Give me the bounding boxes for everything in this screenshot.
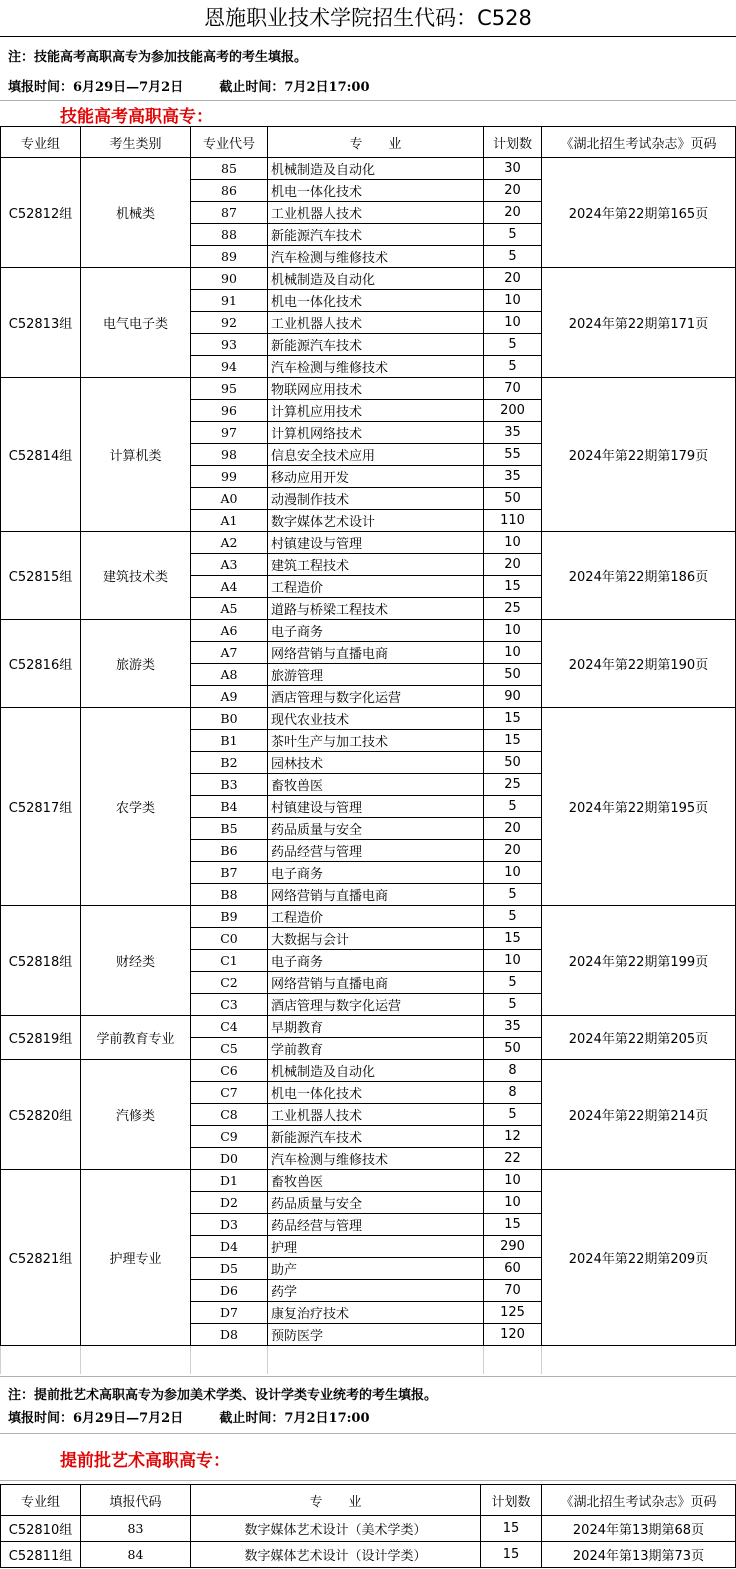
major-name-cell: 药品经营与管理 [268, 840, 484, 862]
major-code-cell: B3 [191, 774, 268, 796]
group-code-cell: C52821组 [1, 1170, 81, 1346]
major-name-cell: 早期教育 [268, 1016, 484, 1038]
plan-count-cell: 10 [484, 290, 542, 312]
major-name-cell: 计算机应用技术 [268, 400, 484, 422]
table-row [1, 1170, 736, 1192]
major-code-cell: B6 [191, 840, 268, 862]
plan-count-cell: 10 [484, 620, 542, 642]
plan-count-cell: 10 [484, 950, 542, 972]
group-code-cell: C52810组 [1, 1516, 81, 1542]
major-code-cell: D7 [191, 1302, 268, 1324]
plan-count-cell: 5 [484, 994, 542, 1016]
major-code-cell: 97 [191, 422, 268, 444]
divider [0, 1433, 736, 1434]
major-name-cell: 工业机器人技术 [268, 312, 484, 334]
major-code-cell: 98 [191, 444, 268, 466]
major-code-cell: C6 [191, 1060, 268, 1082]
column-header: 专 业 [191, 1485, 481, 1516]
group-code-cell: C52819组 [1, 1016, 81, 1060]
page-title: 恩施职业技术学院招生代码：C528 [0, 0, 736, 37]
blank-cell [484, 1346, 542, 1375]
major-name-cell: 物联网应用技术 [268, 378, 484, 400]
section-title-art-exam: 提前批艺术高职高专： [60, 1451, 230, 1471]
plan-count-cell: 70 [484, 378, 542, 400]
major-name-cell: 大数据与会计 [268, 928, 484, 950]
major-name-cell: 康复治疗技术 [268, 1302, 484, 1324]
major-code-cell: A2 [191, 532, 268, 554]
plan-count-cell: 50 [484, 664, 542, 686]
major-name-cell: 机电一体化技术 [268, 180, 484, 202]
major-code-cell: A1 [191, 510, 268, 532]
category-cell: 农学类 [81, 708, 191, 906]
major-name-cell: 数字媒体艺术设计（设计学类） [191, 1542, 481, 1568]
major-code-cell: 93 [191, 334, 268, 356]
plan-count-cell: 10 [484, 642, 542, 664]
blank-cell [1, 1346, 81, 1375]
plan-count-cell: 30 [484, 158, 542, 180]
plan-count-cell: 90 [484, 686, 542, 708]
plan-count-cell: 15 [484, 730, 542, 752]
major-name-cell: 机电一体化技术 [268, 290, 484, 312]
major-code-cell: B4 [191, 796, 268, 818]
major-code-cell: D0 [191, 1148, 268, 1170]
plan-count-cell: 35 [484, 466, 542, 488]
major-name-cell: 网络营销与直播电商 [268, 972, 484, 994]
plan-count-cell: 5 [484, 334, 542, 356]
major-name-cell: 网络营销与直播电商 [268, 642, 484, 664]
plan-count-cell: 15 [484, 576, 542, 598]
plan-count-cell: 110 [484, 510, 542, 532]
major-name-cell: 茶叶生产与加工技术 [268, 730, 484, 752]
major-name-cell: 旅游管理 [268, 664, 484, 686]
major-name-cell: 工程造价 [268, 906, 484, 928]
major-code-cell: A3 [191, 554, 268, 576]
magazine-page-cell: 2024年第22期第190页 [542, 620, 736, 708]
major-name-cell: 汽车检测与维修技术 [268, 356, 484, 378]
plan-count-cell: 15 [484, 928, 542, 950]
category-cell: 电气电子类 [81, 268, 191, 378]
column-header: 计划数 [481, 1485, 542, 1516]
major-code-cell: B1 [191, 730, 268, 752]
major-name-cell: 计算机网络技术 [268, 422, 484, 444]
major-code-cell: B9 [191, 906, 268, 928]
major-code-cell: 94 [191, 356, 268, 378]
plan-count-cell: 5 [484, 796, 542, 818]
major-code-cell: C5 [191, 1038, 268, 1060]
plan-count-cell: 5 [484, 246, 542, 268]
group-code-cell: C52818组 [1, 906, 81, 1016]
major-name-cell: 电子商务 [268, 950, 484, 972]
magazine-page-cell: 2024年第22期第171页 [542, 268, 736, 378]
plan-count-cell: 5 [484, 224, 542, 246]
major-code-cell: A9 [191, 686, 268, 708]
major-name-cell: 数字媒体艺术设计 [268, 510, 484, 532]
divider [0, 1376, 736, 1377]
table-row [1, 1542, 736, 1568]
magazine-page-cell: 2024年第22期第186页 [542, 532, 736, 620]
major-code-cell: D8 [191, 1324, 268, 1346]
category-cell: 计算机类 [81, 378, 191, 532]
major-name-cell: 网络营销与直播电商 [268, 884, 484, 906]
plan-count-cell: 10 [484, 532, 542, 554]
major-code-cell: 95 [191, 378, 268, 400]
magazine-page-cell: 2024年第22期第205页 [542, 1016, 736, 1060]
major-name-cell: 机械制造及自动化 [268, 1060, 484, 1082]
plan-count-cell: 50 [484, 1038, 542, 1060]
major-code-cell: C8 [191, 1104, 268, 1126]
major-name-cell: 助产 [268, 1258, 484, 1280]
table-row [1, 620, 736, 642]
plan-count-cell: 25 [484, 598, 542, 620]
major-code-cell: 89 [191, 246, 268, 268]
major-code-cell: 99 [191, 466, 268, 488]
major-code-cell: 88 [191, 224, 268, 246]
major-code-cell: C1 [191, 950, 268, 972]
plan-count-cell: 10 [484, 862, 542, 884]
plan-count-cell: 5 [484, 1104, 542, 1126]
blank-row [1, 1346, 736, 1375]
magazine-page-cell: 2024年第22期第199页 [542, 906, 736, 1016]
major-code-cell: D4 [191, 1236, 268, 1258]
major-code-cell: D6 [191, 1280, 268, 1302]
major-code-cell: C3 [191, 994, 268, 1016]
major-name-cell: 畜牧兽医 [268, 774, 484, 796]
major-name-cell: 畜牧兽医 [268, 1170, 484, 1192]
plan-count-cell: 35 [484, 422, 542, 444]
major-name-cell: 机械制造及自动化 [268, 158, 484, 180]
column-header: 考生类别 [81, 127, 191, 158]
schedule-art-exam: 填报时间：6月29日—7月2日 截止时间：7月2日17:00 [8, 1411, 370, 1426]
major-name-cell: 机械制造及自动化 [268, 268, 484, 290]
major-code-cell: B0 [191, 708, 268, 730]
major-name-cell: 汽车检测与维修技术 [268, 1148, 484, 1170]
plan-count-cell: 120 [484, 1324, 542, 1346]
plan-count-cell: 20 [484, 180, 542, 202]
category-cell: 护理专业 [81, 1170, 191, 1346]
major-name-cell: 工业机器人技术 [268, 202, 484, 224]
major-code-cell: C4 [191, 1016, 268, 1038]
table-row [1, 906, 736, 928]
major-code-cell: C7 [191, 1082, 268, 1104]
table-header [1, 1485, 736, 1516]
major-name-cell: 工业机器人技术 [268, 1104, 484, 1126]
major-code-cell: C2 [191, 972, 268, 994]
major-name-cell: 护理 [268, 1236, 484, 1258]
section-title-skill-exam: 技能高考高职高专： [60, 107, 213, 127]
plan-count-cell: 15 [481, 1516, 542, 1542]
major-code-cell: D5 [191, 1258, 268, 1280]
table-row [1, 1060, 736, 1082]
fill-code-cell: 84 [81, 1542, 191, 1568]
plan-count-cell: 5 [484, 906, 542, 928]
major-name-cell: 新能源汽车技术 [268, 1126, 484, 1148]
group-code-cell: C52815组 [1, 532, 81, 620]
major-name-cell: 电子商务 [268, 620, 484, 642]
major-code-cell: A8 [191, 664, 268, 686]
major-code-cell: B8 [191, 884, 268, 906]
plan-count-cell: 50 [484, 488, 542, 510]
category-cell: 机械类 [81, 158, 191, 268]
major-name-cell: 药学 [268, 1280, 484, 1302]
column-header: 《湖北招生考试杂志》页码 [542, 127, 736, 158]
major-name-cell: 电子商务 [268, 862, 484, 884]
group-code-cell: C52816组 [1, 620, 81, 708]
table-row [1, 158, 736, 180]
plan-count-cell: 12 [484, 1126, 542, 1148]
major-name-cell: 园林技术 [268, 752, 484, 774]
plan-count-cell: 20 [484, 818, 542, 840]
plan-count-cell: 10 [484, 1170, 542, 1192]
plan-count-cell: 125 [484, 1302, 542, 1324]
plan-count-cell: 15 [484, 1214, 542, 1236]
table-row [1, 532, 736, 554]
column-header: 专业组 [1, 127, 81, 158]
category-cell: 学前教育专业 [81, 1016, 191, 1060]
major-name-cell: 道路与桥梁工程技术 [268, 598, 484, 620]
plan-count-cell: 15 [484, 708, 542, 730]
major-name-cell: 酒店管理与数字化运营 [268, 994, 484, 1016]
magazine-page-cell: 2024年第22期第195页 [542, 708, 736, 906]
major-code-cell: B2 [191, 752, 268, 774]
major-name-cell: 数字媒体艺术设计（美术学类） [191, 1516, 481, 1542]
major-name-cell: 现代农业技术 [268, 708, 484, 730]
magazine-page-cell: 2024年第22期第165页 [542, 158, 736, 268]
plan-count-cell: 20 [484, 268, 542, 290]
major-code-cell: A7 [191, 642, 268, 664]
table-row [1, 1016, 736, 1038]
major-name-cell: 动漫制作技术 [268, 488, 484, 510]
plan-count-cell: 35 [484, 1016, 542, 1038]
plan-count-cell: 15 [481, 1542, 542, 1568]
group-code-cell: C52812组 [1, 158, 81, 268]
table-row [1, 378, 736, 400]
major-code-cell: D2 [191, 1192, 268, 1214]
group-code-cell: C52820组 [1, 1060, 81, 1170]
divider [0, 100, 736, 101]
table-row [1, 708, 736, 730]
major-name-cell: 药品质量与安全 [268, 1192, 484, 1214]
major-code-cell: B7 [191, 862, 268, 884]
major-name-cell: 预防医学 [268, 1324, 484, 1346]
plan-count-cell: 5 [484, 884, 542, 906]
major-code-cell: A4 [191, 576, 268, 598]
major-name-cell: 新能源汽车技术 [268, 334, 484, 356]
column-header: 计划数 [484, 127, 542, 158]
category-cell: 财经类 [81, 906, 191, 1016]
major-name-cell: 药品经营与管理 [268, 1214, 484, 1236]
major-code-cell: A0 [191, 488, 268, 510]
major-code-cell: 90 [191, 268, 268, 290]
major-name-cell: 新能源汽车技术 [268, 224, 484, 246]
plan-count-cell: 70 [484, 1280, 542, 1302]
column-header: 专 业 [268, 127, 484, 158]
blank-cell [191, 1346, 268, 1375]
major-name-cell: 村镇建设与管理 [268, 532, 484, 554]
major-code-cell: B5 [191, 818, 268, 840]
magazine-page-cell: 2024年第22期第179页 [542, 378, 736, 532]
table-row [1, 268, 736, 290]
column-header: 《湖北招生考试杂志》页码 [542, 1485, 736, 1516]
major-code-cell: D3 [191, 1214, 268, 1236]
major-name-cell: 汽车检测与维修技术 [268, 246, 484, 268]
admission-table-skill-exam [0, 126, 736, 1374]
blank-cell [268, 1346, 484, 1375]
major-code-cell: 86 [191, 180, 268, 202]
category-cell: 建筑技术类 [81, 532, 191, 620]
major-name-cell: 村镇建设与管理 [268, 796, 484, 818]
major-code-cell: 85 [191, 158, 268, 180]
plan-count-cell: 5 [484, 972, 542, 994]
plan-count-cell: 50 [484, 752, 542, 774]
schedule-skill-exam: 填报时间：6月29日—7月2日 截止时间：7月2日17:00 [8, 80, 370, 95]
group-code-cell: C52817组 [1, 708, 81, 906]
major-code-cell: D1 [191, 1170, 268, 1192]
note-skill-exam: 注：技能高考高职高专为参加技能高考的考生填报。 [8, 50, 308, 65]
plan-count-cell: 8 [484, 1082, 542, 1104]
major-code-cell: C9 [191, 1126, 268, 1148]
table-header [1, 127, 736, 158]
major-code-cell: 96 [191, 400, 268, 422]
fill-code-cell: 83 [81, 1516, 191, 1542]
magazine-page-cell: 2024年第13期第68页 [542, 1516, 736, 1542]
plan-count-cell: 20 [484, 202, 542, 224]
major-name-cell: 建筑工程技术 [268, 554, 484, 576]
major-code-cell: A5 [191, 598, 268, 620]
magazine-page-cell: 2024年第22期第214页 [542, 1060, 736, 1170]
magazine-page-cell: 2024年第13期第73页 [542, 1542, 736, 1568]
group-code-cell: C52813组 [1, 268, 81, 378]
blank-cell [542, 1346, 736, 1375]
plan-count-cell: 10 [484, 1192, 542, 1214]
plan-count-cell: 20 [484, 554, 542, 576]
plan-count-cell: 8 [484, 1060, 542, 1082]
major-name-cell: 信息安全技术应用 [268, 444, 484, 466]
plan-count-cell: 60 [484, 1258, 542, 1280]
plan-count-cell: 25 [484, 774, 542, 796]
column-header: 专业组 [1, 1485, 81, 1516]
major-code-cell: 92 [191, 312, 268, 334]
major-code-cell: 91 [191, 290, 268, 312]
category-cell: 汽修类 [81, 1060, 191, 1170]
major-name-cell: 工程造价 [268, 576, 484, 598]
plan-count-cell: 290 [484, 1236, 542, 1258]
magazine-page-cell: 2024年第22期第209页 [542, 1170, 736, 1346]
column-header: 填报代码 [81, 1485, 191, 1516]
plan-count-cell: 10 [484, 312, 542, 334]
major-name-cell: 药品质量与安全 [268, 818, 484, 840]
plan-count-cell: 22 [484, 1148, 542, 1170]
plan-count-cell: 20 [484, 840, 542, 862]
major-code-cell: C0 [191, 928, 268, 950]
admission-table-art-exam [0, 1484, 736, 1568]
blank-cell [81, 1346, 191, 1375]
table-row [1, 1516, 736, 1542]
plan-count-cell: 5 [484, 356, 542, 378]
plan-count-cell: 200 [484, 400, 542, 422]
divider [0, 1480, 736, 1481]
plan-count-cell: 55 [484, 444, 542, 466]
group-code-cell: C52814组 [1, 378, 81, 532]
note-art-exam: 注：提前批艺术高职高专为参加美术学类、设计学类专业统考的考生填报。 [8, 1388, 438, 1403]
major-name-cell: 学前教育 [268, 1038, 484, 1060]
column-header: 专业代号 [191, 127, 268, 158]
major-code-cell: A6 [191, 620, 268, 642]
major-name-cell: 移动应用开发 [268, 466, 484, 488]
category-cell: 旅游类 [81, 620, 191, 708]
major-code-cell: 87 [191, 202, 268, 224]
major-name-cell: 机电一体化技术 [268, 1082, 484, 1104]
group-code-cell: C52811组 [1, 1542, 81, 1568]
major-name-cell: 酒店管理与数字化运营 [268, 686, 484, 708]
